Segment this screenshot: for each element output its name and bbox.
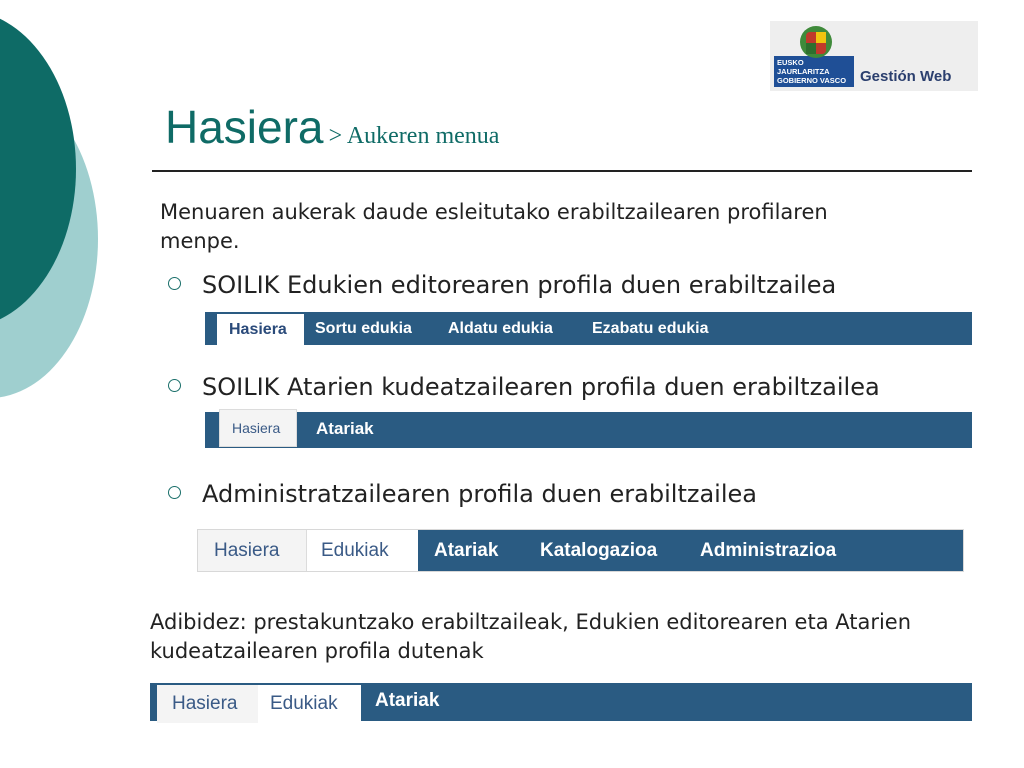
government-label: EUSKO JAURLARITZA GOBIERNO VASCO	[774, 56, 854, 87]
menu-bar-portal	[205, 412, 972, 448]
title-divider	[152, 170, 972, 172]
bullet-circle-icon	[168, 486, 181, 499]
menu-tab-atariak[interactable]: Atariak	[316, 418, 374, 438]
example-text: Adibidez: prestakuntzako erabiltzaileak, Edukien editorearen eta Atarien kudeatzailearen profila dutenak	[150, 610, 912, 663]
menu-tab-sortu-edukia[interactable]: Sortu edukia	[315, 319, 412, 337]
menu-tab-hasiera[interactable]: Hasiera	[172, 685, 237, 723]
menu-tab-aldatu-edukia[interactable]: Aldatu edukia	[448, 319, 553, 337]
coat-of-arms-icon	[798, 24, 834, 60]
menu-tab-edukiak[interactable]: Edukiak	[258, 685, 361, 723]
title-sub: > Aukeren menua	[328, 123, 500, 149]
menu-tab-hasiera[interactable]: Hasiera	[217, 314, 304, 345]
product-name: Gestión Web	[860, 68, 952, 85]
title-main: Hasiera	[165, 101, 324, 153]
bullet-circle-icon	[168, 277, 181, 290]
bullet-text: SOILIK Atarien kudeatzailearen profila duen erabiltzailea	[202, 373, 880, 401]
page-title	[165, 100, 499, 154]
menu-tab-katalogazioa[interactable]: Katalogazioa	[540, 539, 658, 561]
menu-tab-ezabatu-edukia[interactable]: Ezabatu edukia	[592, 319, 709, 337]
menu-tab-administrazioa[interactable]: Administrazioa	[700, 539, 837, 561]
menu-tab-atariak[interactable]: Atariak	[434, 539, 499, 561]
bullet-editor-profile	[168, 271, 836, 299]
bullet-text: SOILIK Edukien editorearen profila duen erabiltzailea	[202, 271, 837, 299]
bullet-admin-profile	[168, 480, 757, 508]
menu-bar-admin	[197, 529, 964, 572]
bullet-portal-profile	[168, 373, 880, 401]
menu-tab-edukiak[interactable]: Edukiak	[306, 530, 418, 571]
menu-tab-hasiera[interactable]: Hasiera	[219, 409, 297, 447]
menu-bar-example	[150, 683, 972, 721]
menu-tab-hasiera[interactable]: Hasiera	[214, 530, 279, 571]
bullet-text: Administratzailearen profila duen erabiltzailea	[202, 480, 757, 508]
menu-tab-atariak[interactable]: Atariak	[375, 690, 440, 711]
menu-bar-editor	[205, 312, 972, 345]
bullet-circle-icon	[168, 379, 181, 392]
intro-text: Menuaren aukerak daude esleitutako erabiltzailearen profilaren menpe.	[160, 200, 828, 253]
gestion-web-logo	[770, 21, 978, 91]
